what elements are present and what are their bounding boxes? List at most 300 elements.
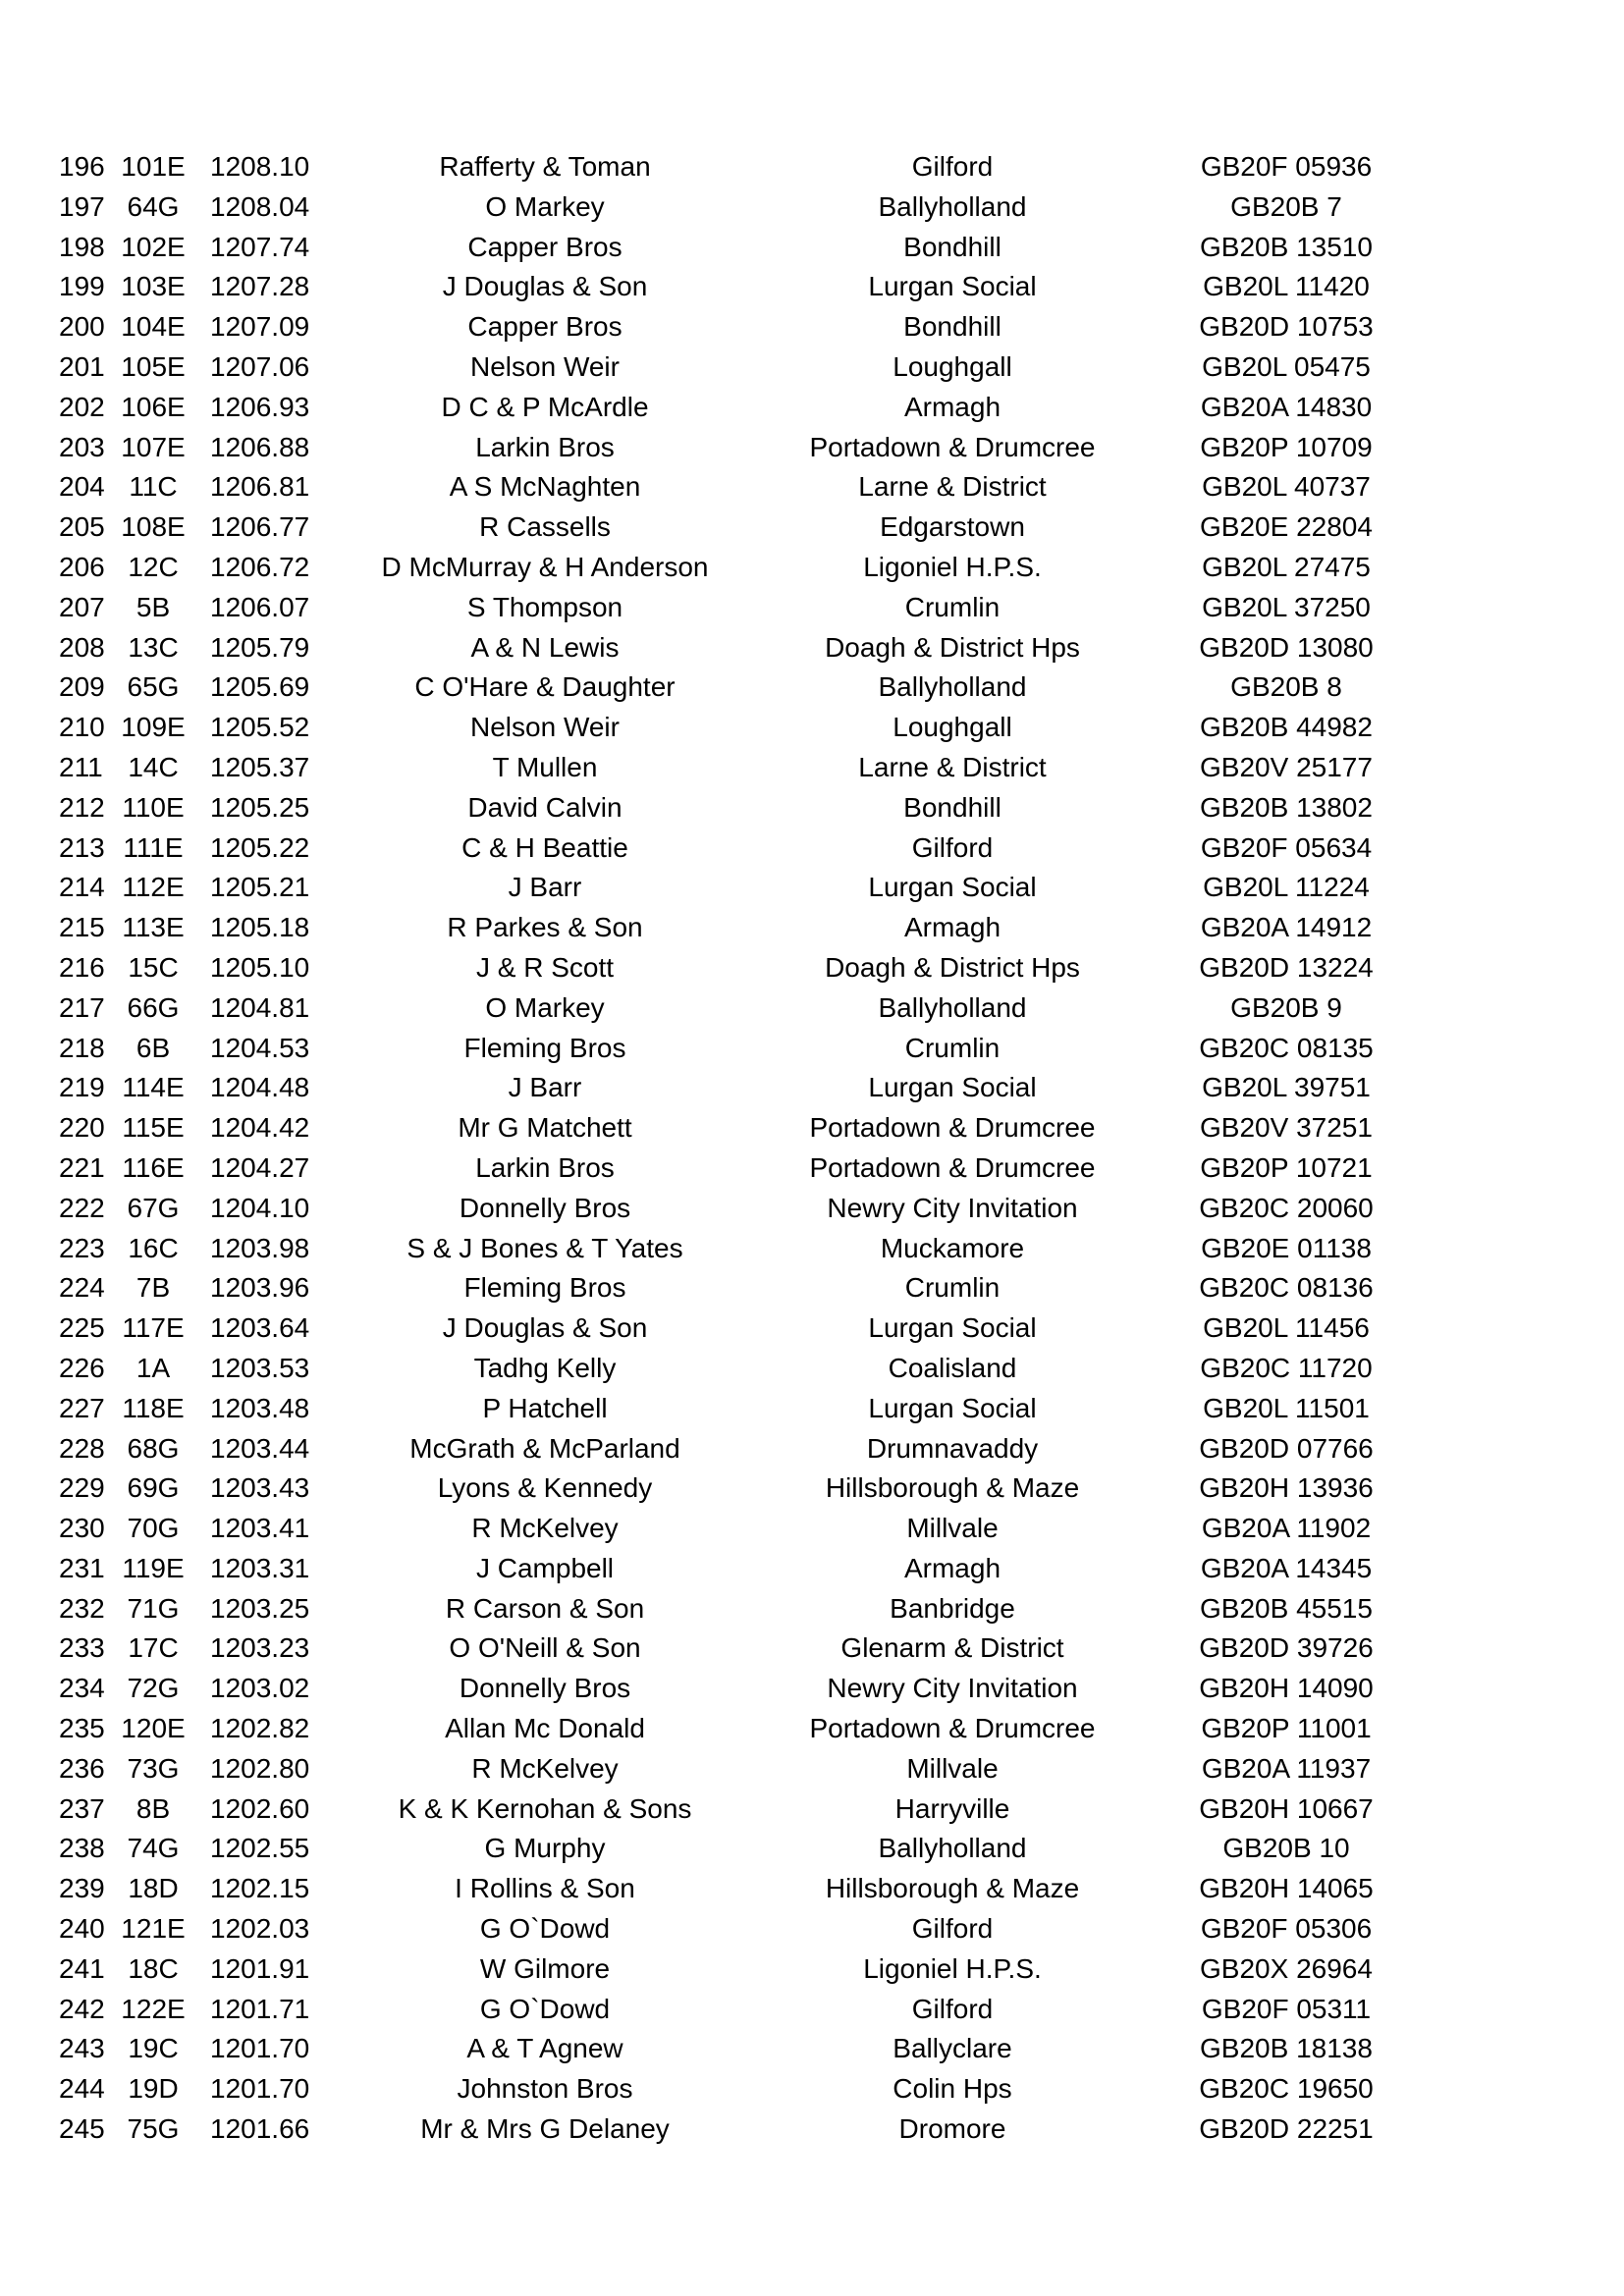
table-row [0, 147, 1624, 187]
table-row [0, 228, 1624, 268]
position-cell: 198 [59, 231, 105, 262]
section-ref-cell: 6B [135, 1032, 171, 1063]
velocity-cell: 1205.21 [210, 872, 310, 903]
club-cell: Lurgan Social [868, 1392, 1037, 1423]
table-row [0, 1308, 1624, 1349]
table-row [0, 1829, 1624, 1869]
ring-number-cell: GB20A 11902 [1201, 1513, 1372, 1544]
velocity-cell: 1204.27 [210, 1151, 310, 1183]
velocity-cell: 1204.48 [210, 1072, 310, 1103]
table-row [0, 748, 1624, 788]
section-ref-cell: 101E [121, 151, 186, 182]
fancier-name-cell: P Hatchell [482, 1392, 608, 1423]
table-row [0, 1669, 1624, 1709]
velocity-cell: 1204.53 [210, 1032, 310, 1063]
position-cell: 234 [59, 1673, 105, 1704]
position-cell: 240 [59, 1913, 105, 1945]
section-ref-cell: 14C [128, 751, 179, 782]
table-row [0, 1068, 1624, 1108]
position-cell: 232 [59, 1592, 105, 1624]
table-row [0, 1349, 1624, 1389]
position-cell: 210 [59, 712, 105, 743]
section-ref-cell: 113E [122, 912, 185, 943]
section-ref-cell: 12C [128, 551, 179, 582]
section-ref-cell: 11C [129, 471, 178, 503]
position-cell: 212 [59, 791, 105, 823]
club-cell: Armagh [903, 912, 1001, 943]
section-ref-cell: 16C [128, 1232, 179, 1263]
club-cell: Lurgan Social [868, 1072, 1037, 1103]
table-row [0, 347, 1624, 388]
section-ref-cell: 119E [122, 1552, 185, 1583]
club-cell: Coalisland [888, 1352, 1017, 1383]
position-cell: 226 [59, 1352, 105, 1383]
club-cell: Bondhill [903, 791, 1001, 823]
velocity-cell: 1203.98 [210, 1232, 310, 1263]
fancier-name-cell: A & N Lewis [470, 631, 620, 663]
velocity-cell: 1207.06 [210, 350, 310, 382]
velocity-cell: 1202.15 [210, 1873, 310, 1904]
velocity-cell: 1201.70 [210, 2073, 310, 2105]
fancier-name-cell: O Markey [485, 190, 605, 222]
fancier-name-cell: J Campbell [475, 1552, 615, 1583]
fancier-name-cell: Capper Bros [467, 231, 623, 262]
club-cell: Crumlin [904, 591, 1001, 622]
fancier-name-cell: Tadhg Kelly [473, 1352, 617, 1383]
club-cell: Muckamore [880, 1232, 1025, 1263]
velocity-cell: 1204.10 [210, 1192, 310, 1223]
club-cell: Bondhill [903, 311, 1001, 343]
position-cell: 222 [59, 1192, 105, 1223]
table-row [0, 1029, 1624, 1069]
ring-number-cell: GB20L 39751 [1202, 1072, 1371, 1103]
table-row [0, 1709, 1624, 1749]
section-ref-cell: 115E [122, 1112, 185, 1144]
club-cell: Ballyclare [893, 2033, 1012, 2064]
club-cell: Harryville [894, 1792, 1010, 1824]
table-row [0, 1990, 1624, 2030]
velocity-cell: 1201.91 [210, 1952, 310, 1984]
fancier-name-cell: D McMurray & H Anderson [381, 551, 709, 582]
ring-number-cell: GB20L 40737 [1202, 471, 1371, 503]
table-row [0, 788, 1624, 828]
section-ref-cell: 64G [127, 190, 180, 222]
section-ref-cell: 103E [121, 271, 186, 302]
fancier-name-cell: Nelson Weir [470, 350, 620, 382]
section-ref-cell: 106E [121, 391, 186, 422]
ring-number-cell: GB20L 11224 [1203, 872, 1370, 903]
position-cell: 241 [59, 1952, 105, 1984]
table-row [0, 1389, 1624, 1429]
position-cell: 215 [59, 912, 105, 943]
velocity-cell: 1201.71 [210, 1993, 310, 2024]
velocity-cell: 1202.82 [210, 1713, 310, 1744]
table-row [0, 1909, 1624, 1949]
position-cell: 233 [59, 1632, 105, 1664]
club-cell: Larne & District [858, 751, 1047, 782]
fancier-name-cell: C O'Hare & Daughter [414, 671, 676, 703]
section-ref-cell: 111E [123, 831, 184, 863]
velocity-cell: 1207.74 [210, 231, 310, 262]
section-ref-cell: 8B [135, 1792, 171, 1824]
club-cell: Portadown & Drumcree [809, 431, 1096, 462]
club-cell: Edgarstown [880, 511, 1025, 543]
fancier-name-cell: R McKelvey [471, 1513, 619, 1544]
fancier-name-cell: R Parkes & Son [447, 912, 643, 943]
table-row [0, 948, 1624, 988]
club-cell: Crumlin [904, 1032, 1001, 1063]
fancier-name-cell: Rafferty & Toman [439, 151, 651, 182]
velocity-cell: 1208.10 [210, 151, 310, 182]
section-ref-cell: 121E [121, 1913, 186, 1945]
club-cell: Loughgall [893, 712, 1012, 743]
ring-number-cell: GB20D 22251 [1199, 2113, 1374, 2145]
ring-number-cell: GB20H 13936 [1199, 1472, 1374, 1504]
velocity-cell: 1205.22 [210, 831, 310, 863]
ring-number-cell: GB20V 25177 [1200, 751, 1373, 782]
ring-number-cell: GB20L 11456 [1203, 1312, 1370, 1344]
position-cell: 236 [59, 1752, 105, 1784]
section-ref-cell: 68G [127, 1432, 180, 1464]
velocity-cell: 1203.02 [210, 1673, 310, 1704]
section-ref-cell: 18C [128, 1952, 179, 1984]
section-ref-cell: 74G [127, 1833, 180, 1864]
position-cell: 228 [59, 1432, 105, 1464]
fancier-name-cell: S & J Bones & T Yates [406, 1232, 683, 1263]
club-cell: Ballyholland [878, 991, 1027, 1023]
table-row [0, 1589, 1624, 1629]
velocity-cell: 1208.04 [210, 190, 310, 222]
fancier-name-cell: Fleming Bros [463, 1272, 626, 1304]
table-row [0, 307, 1624, 347]
club-cell: Bondhill [903, 231, 1001, 262]
ring-number-cell: GB20B 10 [1222, 1833, 1350, 1864]
table-row [0, 2109, 1624, 2150]
section-ref-cell: 116E [122, 1151, 185, 1183]
section-ref-cell: 109E [121, 712, 186, 743]
position-cell: 216 [59, 951, 105, 983]
table-row [0, 988, 1624, 1029]
velocity-cell: 1202.60 [210, 1792, 310, 1824]
ring-number-cell: GB20P 10709 [1200, 431, 1373, 462]
section-ref-cell: 110E [122, 791, 185, 823]
section-ref-cell: 114E [122, 1072, 185, 1103]
velocity-cell: 1205.69 [210, 671, 310, 703]
ring-number-cell: GB20B 8 [1230, 671, 1342, 703]
ring-number-cell: GB20C 08136 [1199, 1272, 1374, 1304]
ring-number-cell: GB20D 39726 [1199, 1632, 1374, 1664]
section-ref-cell: 117E [122, 1312, 185, 1344]
fancier-name-cell: J Barr [508, 1072, 582, 1103]
section-ref-cell: 72G [127, 1673, 180, 1704]
position-cell: 208 [59, 631, 105, 663]
fancier-name-cell: C & H Beattie [461, 831, 628, 863]
club-cell: Gilford [911, 831, 994, 863]
fancier-name-cell: T Mullen [492, 751, 598, 782]
table-row [0, 548, 1624, 588]
section-ref-cell: 65G [127, 671, 180, 703]
fancier-name-cell: S Thompson [466, 591, 623, 622]
velocity-cell: 1201.70 [210, 2033, 310, 2064]
ring-number-cell: GB20B 13510 [1200, 231, 1373, 262]
ring-number-cell: GB20V 37251 [1200, 1112, 1373, 1144]
velocity-cell: 1205.25 [210, 791, 310, 823]
velocity-cell: 1205.10 [210, 951, 310, 983]
section-ref-cell: 13C [128, 631, 179, 663]
position-cell: 197 [59, 190, 105, 222]
section-ref-cell: 120E [121, 1713, 186, 1744]
fancier-name-cell: G Murphy [484, 1833, 606, 1864]
table-row [0, 1549, 1624, 1589]
velocity-cell: 1206.77 [210, 511, 310, 543]
fancier-name-cell: A & T Agnew [466, 2033, 623, 2064]
club-cell: Dromore [898, 2113, 1006, 2145]
club-cell: Crumlin [904, 1272, 1001, 1304]
ring-number-cell: GB20E 22804 [1200, 511, 1373, 543]
fancier-name-cell: Lyons & Kennedy [437, 1472, 653, 1504]
ring-number-cell: GB20L 27475 [1202, 551, 1371, 582]
table-row [0, 1268, 1624, 1308]
ring-number-cell: GB20C 11720 [1200, 1352, 1373, 1383]
club-cell: Newry City Invitation [827, 1192, 1078, 1223]
ring-number-cell: GB20H 10667 [1199, 1792, 1374, 1824]
section-ref-cell: 71G [127, 1592, 180, 1624]
section-ref-cell: 1A [135, 1352, 171, 1383]
club-cell: Gilford [911, 1993, 994, 2024]
velocity-cell: 1203.25 [210, 1592, 310, 1624]
fancier-name-cell: O Markey [485, 991, 605, 1023]
position-cell: 219 [59, 1072, 105, 1103]
club-cell: Gilford [911, 151, 994, 182]
fancier-name-cell: G O`Dowd [479, 1913, 611, 1945]
position-cell: 214 [59, 872, 105, 903]
velocity-cell: 1203.96 [210, 1272, 310, 1304]
ring-number-cell: GB20F 05936 [1200, 151, 1373, 182]
table-row [0, 1869, 1624, 1909]
table-row [0, 908, 1624, 948]
ring-number-cell: GB20B 18138 [1200, 2033, 1373, 2064]
position-cell: 229 [59, 1472, 105, 1504]
ring-number-cell: GB20F 05634 [1200, 831, 1373, 863]
section-ref-cell: 70G [127, 1513, 180, 1544]
fancier-name-cell: Donnelly Bros [459, 1192, 631, 1223]
club-cell: Portadown & Drumcree [809, 1713, 1096, 1744]
results-table [0, 147, 1624, 2150]
table-row [0, 2069, 1624, 2109]
position-cell: 223 [59, 1232, 105, 1263]
table-row [0, 1468, 1624, 1509]
section-ref-cell: 17C [128, 1632, 179, 1664]
ring-number-cell: GB20L 37250 [1202, 591, 1371, 622]
table-row [0, 388, 1624, 428]
table-row [0, 1229, 1624, 1269]
club-cell: Gilford [911, 1913, 994, 1945]
table-row [0, 1789, 1624, 1830]
position-cell: 237 [59, 1792, 105, 1824]
club-cell: Drumnavaddy [866, 1432, 1039, 1464]
position-cell: 206 [59, 551, 105, 582]
club-cell: Armagh [903, 391, 1001, 422]
position-cell: 204 [59, 471, 105, 503]
club-cell: Banbridge [890, 1592, 1015, 1624]
velocity-cell: 1202.55 [210, 1833, 310, 1864]
fancier-name-cell: Fleming Bros [463, 1032, 626, 1063]
ring-number-cell: GB20B 13802 [1200, 791, 1373, 823]
position-cell: 244 [59, 2073, 105, 2105]
table-row [0, 1509, 1624, 1549]
fancier-name-cell: Allan Mc Donald [445, 1713, 645, 1744]
table-row [0, 708, 1624, 748]
section-ref-cell: 108E [121, 511, 186, 543]
ring-number-cell: GB20F 05311 [1201, 1993, 1372, 2024]
fancier-name-cell: Donnelly Bros [459, 1673, 631, 1704]
ring-number-cell: GB20C 20060 [1199, 1192, 1374, 1223]
table-row [0, 1189, 1624, 1229]
ring-number-cell: GB20B 45515 [1200, 1592, 1373, 1624]
table-row [0, 467, 1624, 507]
section-ref-cell: 15C [128, 951, 179, 983]
fancier-name-cell: Mr & Mrs G Delaney [420, 2113, 670, 2145]
table-row [0, 588, 1624, 628]
ring-number-cell: GB20L 11420 [1203, 271, 1370, 302]
velocity-cell: 1205.52 [210, 712, 310, 743]
section-ref-cell: 7B [135, 1272, 171, 1304]
club-cell: Lurgan Social [868, 1312, 1037, 1344]
fancier-name-cell: Mr G Matchett [458, 1112, 632, 1144]
table-row [0, 1949, 1624, 1990]
club-cell: Millvale [906, 1513, 999, 1544]
club-cell: Armagh [903, 1552, 1001, 1583]
club-cell: Lurgan Social [868, 872, 1037, 903]
velocity-cell: 1202.03 [210, 1913, 310, 1945]
velocity-cell: 1205.37 [210, 751, 310, 782]
fancier-name-cell: Larkin Bros [475, 431, 615, 462]
position-cell: 243 [59, 2033, 105, 2064]
velocity-cell: 1207.28 [210, 271, 310, 302]
position-cell: 209 [59, 671, 105, 703]
velocity-cell: 1203.44 [210, 1432, 310, 1464]
section-ref-cell: 105E [121, 350, 186, 382]
table-row [0, 187, 1624, 228]
club-cell: Doagh & District Hps [825, 631, 1080, 663]
section-ref-cell: 75G [127, 2113, 180, 2145]
section-ref-cell: 112E [122, 872, 185, 903]
velocity-cell: 1202.80 [210, 1752, 310, 1784]
velocity-cell: 1207.09 [210, 311, 310, 343]
fancier-name-cell: Capper Bros [467, 311, 623, 343]
fancier-name-cell: R McKelvey [471, 1752, 619, 1784]
section-ref-cell: 118E [122, 1392, 185, 1423]
fancier-name-cell: David Calvin [467, 791, 623, 823]
club-cell: Lurgan Social [868, 271, 1037, 302]
position-cell: 230 [59, 1513, 105, 1544]
section-ref-cell: 73G [127, 1752, 180, 1784]
velocity-cell: 1203.48 [210, 1392, 310, 1423]
table-row [0, 1749, 1624, 1789]
ring-number-cell: GB20C 19650 [1199, 2073, 1374, 2105]
position-cell: 218 [59, 1032, 105, 1063]
club-cell: Hillsborough & Maze [825, 1472, 1080, 1504]
velocity-cell: 1203.31 [210, 1552, 310, 1583]
velocity-cell: 1205.79 [210, 631, 310, 663]
ring-number-cell: GB20A 14345 [1200, 1552, 1373, 1583]
fancier-name-cell: R Carson & Son [445, 1592, 645, 1624]
section-ref-cell: 18D [128, 1873, 179, 1904]
ring-number-cell: GB20B 9 [1230, 991, 1342, 1023]
fancier-name-cell: J Douglas & Son [442, 271, 648, 302]
table-row [0, 628, 1624, 668]
ring-number-cell: GB20H 14090 [1199, 1673, 1374, 1704]
table-row [0, 507, 1624, 548]
velocity-cell: 1205.18 [210, 912, 310, 943]
section-ref-cell: 5B [135, 591, 171, 622]
fancier-name-cell: Johnston Bros [457, 2073, 633, 2105]
position-cell: 211 [59, 751, 103, 782]
position-cell: 227 [59, 1392, 105, 1423]
club-cell: Colin Hps [893, 2073, 1012, 2105]
position-cell: 231 [59, 1552, 105, 1583]
section-ref-cell: 19D [128, 2073, 179, 2105]
fancier-name-cell: J & R Scott [475, 951, 615, 983]
club-cell: Ligoniel H.P.S. [863, 551, 1042, 582]
velocity-cell: 1206.07 [210, 591, 310, 622]
position-cell: 207 [59, 591, 105, 622]
ring-number-cell: GB20X 26964 [1200, 1952, 1373, 1984]
club-cell: Portadown & Drumcree [809, 1151, 1096, 1183]
fancier-name-cell: R Cassells [479, 511, 611, 543]
position-cell: 220 [59, 1112, 105, 1144]
fancier-name-cell: D C & P McArdle [441, 391, 649, 422]
position-cell: 200 [59, 311, 105, 343]
position-cell: 201 [59, 350, 105, 382]
section-ref-cell: 19C [128, 2033, 179, 2064]
fancier-name-cell: Nelson Weir [470, 712, 620, 743]
velocity-cell: 1201.66 [210, 2113, 310, 2145]
ring-number-cell: GB20C 08135 [1199, 1032, 1374, 1063]
table-row [0, 267, 1624, 307]
club-cell: Portadown & Drumcree [809, 1112, 1096, 1144]
velocity-cell: 1206.93 [210, 391, 310, 422]
table-row [0, 828, 1624, 869]
fancier-name-cell: W Gilmore [479, 1952, 611, 1984]
club-cell: Millvale [906, 1752, 999, 1784]
position-cell: 239 [59, 1873, 105, 1904]
ring-number-cell: GB20F 05306 [1200, 1913, 1373, 1945]
velocity-cell: 1204.81 [210, 991, 310, 1023]
velocity-cell: 1204.42 [210, 1112, 310, 1144]
velocity-cell: 1206.72 [210, 551, 310, 582]
position-cell: 205 [59, 511, 105, 543]
table-row [0, 868, 1624, 908]
position-cell: 203 [59, 431, 105, 462]
ring-number-cell: GB20A 14912 [1200, 912, 1373, 943]
fancier-name-cell: A S McNaghten [449, 471, 641, 503]
velocity-cell: 1203.43 [210, 1472, 310, 1504]
ring-number-cell: GB20P 11001 [1201, 1713, 1372, 1744]
fancier-name-cell: McGrath & McParland [409, 1432, 680, 1464]
position-cell: 225 [59, 1312, 105, 1344]
position-cell: 235 [59, 1713, 105, 1744]
velocity-cell: 1203.64 [210, 1312, 310, 1344]
velocity-cell: 1206.88 [210, 431, 310, 462]
table-row [0, 1629, 1624, 1669]
club-cell: Ligoniel H.P.S. [863, 1952, 1042, 1984]
velocity-cell: 1206.81 [210, 471, 310, 503]
club-cell: Glenarm & District [840, 1632, 1064, 1664]
section-ref-cell: 102E [121, 231, 186, 262]
ring-number-cell: GB20E 01138 [1201, 1232, 1372, 1263]
club-cell: Ballyholland [878, 1833, 1027, 1864]
